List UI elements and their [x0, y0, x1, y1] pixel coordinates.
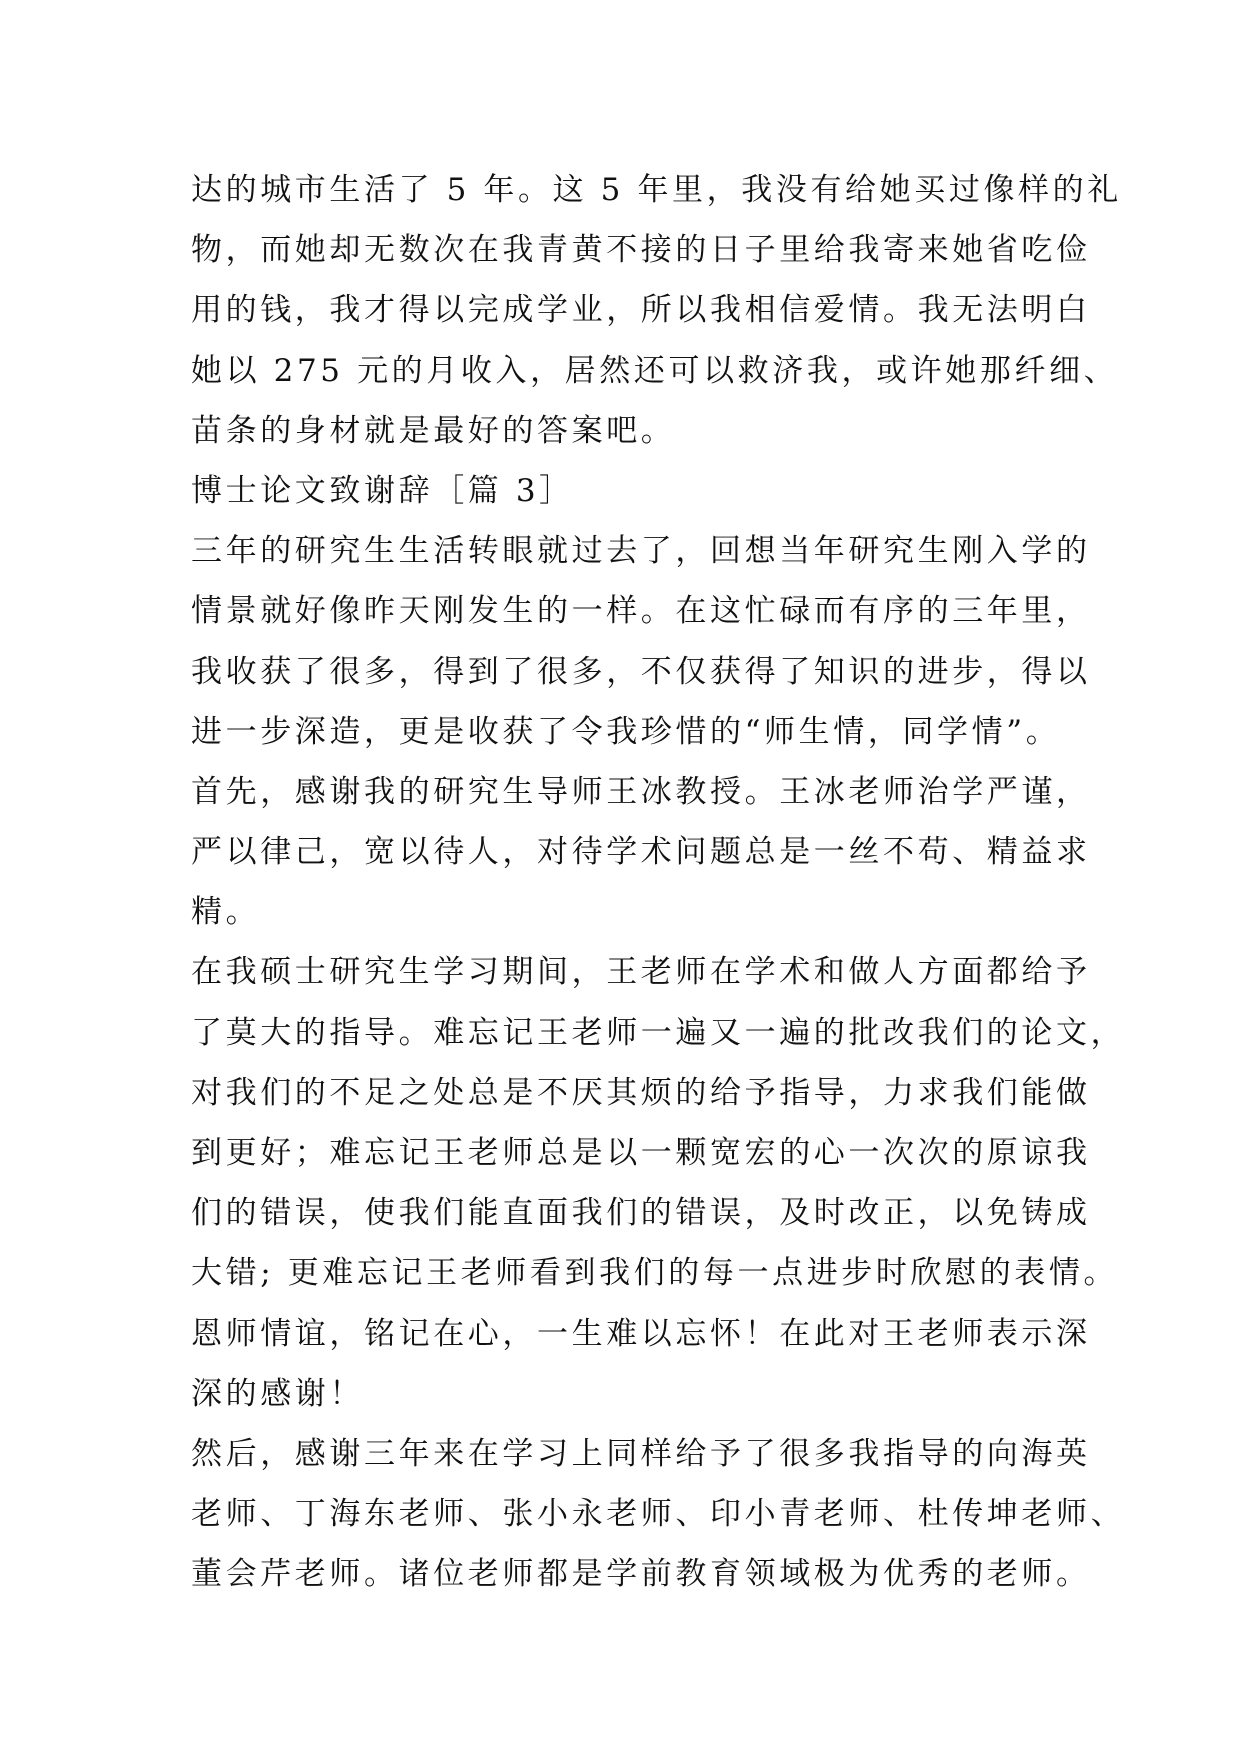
paragraph-line: 物，而她却无数次在我青黄不接的日子里给我寄来她省吃俭	[191, 232, 1091, 269]
paragraph-line: 然后，感谢三年来在学习上同样给予了很多我指导的向海英	[191, 1435, 1091, 1472]
paragraph-line: 她以 275 元的月收入，居然还可以救济我，或许她那纤细、	[191, 352, 1119, 389]
paragraph-line: 老师、丁海东老师、张小永老师、印小青老师、杜传坤老师、	[191, 1496, 1126, 1533]
paragraph-line: 用的钱，我才得以完成学业，所以我相信爱情。我无法明白	[191, 292, 1091, 329]
paragraph-line: 三年的研究生生活转眼就过去了，回想当年研究生刚入学的	[191, 533, 1091, 570]
paragraph-line: 精。	[191, 894, 261, 931]
paragraph-line: 我收获了很多，得到了很多，不仅获得了知识的进步，得以	[191, 653, 1091, 690]
paragraph-line: 在我硕士研究生学习期间，王老师在学术和做人方面都给予	[191, 954, 1091, 991]
paragraph-line: 到更好；难忘记王老师总是以一颗宽宏的心一次次的原谅我	[191, 1135, 1091, 1171]
paragraph-line: 深的感谢！	[191, 1375, 364, 1412]
paragraph-line: 苗条的身材就是最好的答案吧。	[191, 412, 676, 449]
paragraph-line: 对我们的不足之处总是不厌其烦的给予指导，力求我们能做	[191, 1074, 1091, 1111]
paragraph-line: 首先，感谢我的研究生导师王冰教授。王冰老师治学严谨，	[191, 773, 1091, 810]
section-heading: 博士论文致谢辞［篇 3］	[191, 472, 574, 509]
paragraph-line: 恩师情谊，铭记在心，一生难以忘怀！在此对王老师表示深	[191, 1315, 1091, 1352]
paragraph-line: 进一步深造，更是收获了令我珍惜的“师生情，同学情”。	[191, 713, 1061, 750]
paragraph-line: 情景就好像昨天刚发生的一样。在这忙碌而有序的三年里，	[191, 593, 1091, 630]
paragraph-line: 大错; 更难忘记王老师看到我们的每一点进步时欣慰的表情。	[191, 1255, 1119, 1292]
paragraph-line: 达的城市生活了 5 年。这 5 年里，我没有给她买过像样的礼	[191, 172, 1122, 208]
paragraph-line: 严以律己，宽以待人，对待学术问题总是一丝不苟、精益求	[191, 834, 1091, 871]
paragraph-line: 了莫大的指导。难忘记王老师一遍又一遍的批改我们的论文，	[191, 1014, 1126, 1051]
document-page	[191, 160, 1126, 1605]
paragraph-line: 董会芹老师。诸位老师都是学前教育领域极为优秀的老师。	[191, 1556, 1091, 1593]
paragraph-line: 们的错误，使我们能直面我们的错误，及时改正，以免铸成	[191, 1195, 1091, 1232]
